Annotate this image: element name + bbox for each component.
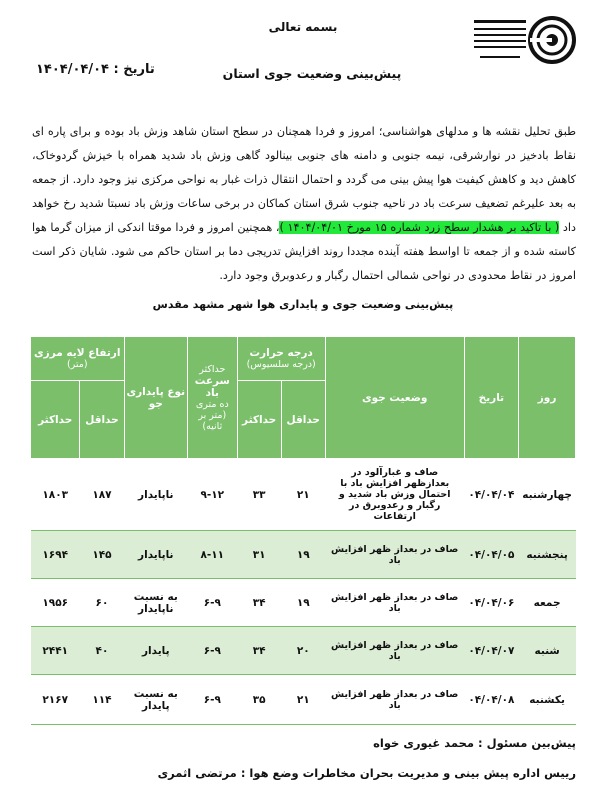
cell-stability: به نسبت پایدار — [124, 675, 188, 725]
office-chief — [150, 766, 576, 780]
forecast-paragraph — [32, 120, 576, 288]
cell-stability: به نسبت ناپایدار — [124, 579, 188, 627]
table-row — [31, 627, 576, 675]
wind-max-label: حداکثر — [199, 363, 226, 375]
cell-mix-min: ۱۱۴ — [80, 675, 124, 725]
cell-temp-min: ۲۱ — [281, 459, 325, 531]
cell-wind: ۶-۹ — [188, 627, 237, 675]
table-row — [31, 531, 576, 579]
temp-header: درجه حرارت — [249, 347, 313, 359]
responsible-label: پیش‌بین مسئول : — [478, 736, 576, 750]
page-title: پیش‌بینی وضعیت جوی استان — [222, 66, 402, 81]
cell-wind: ۹-۱۲ — [188, 459, 237, 531]
cell-mix-max: ۱۶۹۴ — [31, 531, 80, 579]
col-mix-min: حداقل — [80, 381, 124, 459]
table-title: پیش‌بینی وضعیت جوی و پایداری هوا شهر مشهد مقدس — [152, 298, 454, 311]
cell-mix-min: ۱۸۷ — [80, 459, 124, 531]
cell-weather: صاف و غبارآلود در بعدازظهر افزایش باد با احتمال وزش باد شدید و رگبار و رعدوبرق در ارتفاعات — [325, 459, 464, 531]
logo-emblem-icon — [470, 14, 578, 70]
date-label: تاریخ : — [113, 62, 155, 77]
cell-temp-max: ۳۴ — [237, 627, 281, 675]
cell-temp-min: ۲۱ — [281, 675, 325, 725]
cell-temp-max: ۳۴ — [237, 579, 281, 627]
table-row — [31, 675, 576, 725]
wind-unit: ده متری (متر بر ثانیه) — [195, 398, 229, 432]
cell-mix-max: ۱۸۰۳ — [31, 459, 80, 531]
cell-mix-max: ۲۴۴۱ — [31, 627, 80, 675]
table-row — [31, 459, 576, 531]
mixing-header: ارتفاع لایه مرزی — [34, 347, 121, 359]
chief-name: مرتضی اثمری — [157, 766, 237, 780]
col-date: تاریخ — [464, 337, 519, 459]
col-day: روز — [519, 337, 576, 459]
cell-weather: صاف در بعداز ظهر افزایش باد — [325, 627, 464, 675]
cell-date: ۰۴/۰۴/۰۶ — [464, 579, 519, 627]
issue-date — [36, 62, 206, 77]
cell-weather: صاف در بعداز ظهر افزایش باد — [325, 579, 464, 627]
cell-day: یکشنبه — [519, 675, 576, 725]
col-temp-min: حداقل — [281, 381, 325, 459]
cell-weather: صاف در بعداز ظهر افزایش باد — [325, 531, 464, 579]
cell-day: جمعه — [519, 579, 576, 627]
table-row — [31, 579, 576, 627]
cell-mix-min: ۱۴۵ — [80, 531, 124, 579]
cell-mix-max: ۲۱۶۷ — [31, 675, 80, 725]
cell-wind: ۶-۹ — [188, 579, 237, 627]
cell-day: پنجشنبه — [519, 531, 576, 579]
responsible-name: محمد غیوری خواه — [373, 736, 475, 750]
cell-temp-max: ۳۵ — [237, 675, 281, 725]
mixing-unit: (متر) — [66, 359, 88, 370]
cell-temp-max: ۳۱ — [237, 531, 281, 579]
responsible-forecaster — [230, 736, 576, 750]
col-mix-max: حداکثر — [31, 381, 80, 459]
paragraph-part-1: طبق تحلیل نقشه ها و مدلهای هواشناسی؛ امروز و فردا همچنان در سطح استان شاهد وزش باد بوده و برای پاره ای نقاط بادخیز در نوارشرقی، نیمه جنوبی و دامنه های جنوبی بینالود گاهی وزش باد شدید همراه با خیزش گردوخاک، کاهش دید و کاهش کیفیت هوا پیش بینی می گردد و احتمال انتقال ذرات غبار به نواحی مرکزی نیز وجود دارد. از جمعه به بعد علیرغم تضعیف سرعت باد در ناحیه جنوب شرق استان کماکان در برخی ساعات وزش باد نسبتا شدید رخ خواهد داد — [32, 125, 576, 234]
forecast-rows — [31, 459, 576, 725]
wind-label: سرعت باد — [194, 374, 230, 399]
temp-unit: (درجه سلسیوس) — [246, 359, 316, 370]
paragraph-part-2: ، همچنین امروز و فردا موقتا اندکی از میزان گرما هوا کاسته شده و از جمعه تا اواسط هفته آینده مجددا روند افزایش تدریجی دما بر استان حاکم می شود. شایان ذکر است امروز در نقاط محدودی در نواحی شمالی احتمال رگبار و رعدوبرق وجود دارد. — [32, 221, 576, 282]
date-value: ۱۴۰۴/۰۴/۰۴ — [36, 62, 109, 77]
col-stability: نوع پایداری جو — [124, 337, 188, 459]
cell-temp-min: ۱۹ — [281, 531, 325, 579]
cell-date: ۰۴/۰۴/۰۷ — [464, 627, 519, 675]
col-weather: وضعیت جوی — [325, 337, 464, 459]
cell-stability: ناپایدار — [124, 531, 188, 579]
cell-temp-min: ۱۹ — [281, 579, 325, 627]
col-wind — [188, 337, 237, 459]
cell-wind: ۸-۱۱ — [188, 531, 237, 579]
cell-stability: ناپایدار — [124, 459, 188, 531]
cell-date: ۰۴/۰۴/۰۵ — [464, 531, 519, 579]
meteorological-organization-logo — [470, 14, 578, 70]
col-mixing-height — [31, 337, 125, 381]
cell-stability: پایدار — [124, 627, 188, 675]
cell-temp-min: ۲۰ — [281, 627, 325, 675]
cell-wind: ۶-۹ — [188, 675, 237, 725]
bismillah-heading: بسمه تعالی — [268, 20, 338, 34]
cell-date: ۰۴/۰۴/۰۴ — [464, 459, 519, 531]
col-temp-max: حداکثر — [237, 381, 281, 459]
forecast-table — [30, 336, 576, 725]
cell-mix-min: ۴۰ — [80, 627, 124, 675]
cell-day: شنبه — [519, 627, 576, 675]
cell-mix-max: ۱۹۵۶ — [31, 579, 80, 627]
cell-weather: صاف در بعداز ظهر افزایش باد — [325, 675, 464, 725]
cell-date: ۰۴/۰۴/۰۸ — [464, 675, 519, 725]
warning-highlight: ( با تاکید بر هشدار سطح زرد شماره ۱۵ مورخ ۱۴۰۴/۰۴/۰۱ ) — [279, 221, 560, 234]
col-temperature — [237, 337, 325, 381]
cell-mix-min: ۶۰ — [80, 579, 124, 627]
chief-label: رییس اداره پیش بینی و مدیریت بحران مخاطرات وضع هوا : — [240, 766, 576, 780]
cell-day: چهارشنبه — [519, 459, 576, 531]
cell-temp-max: ۳۳ — [237, 459, 281, 531]
